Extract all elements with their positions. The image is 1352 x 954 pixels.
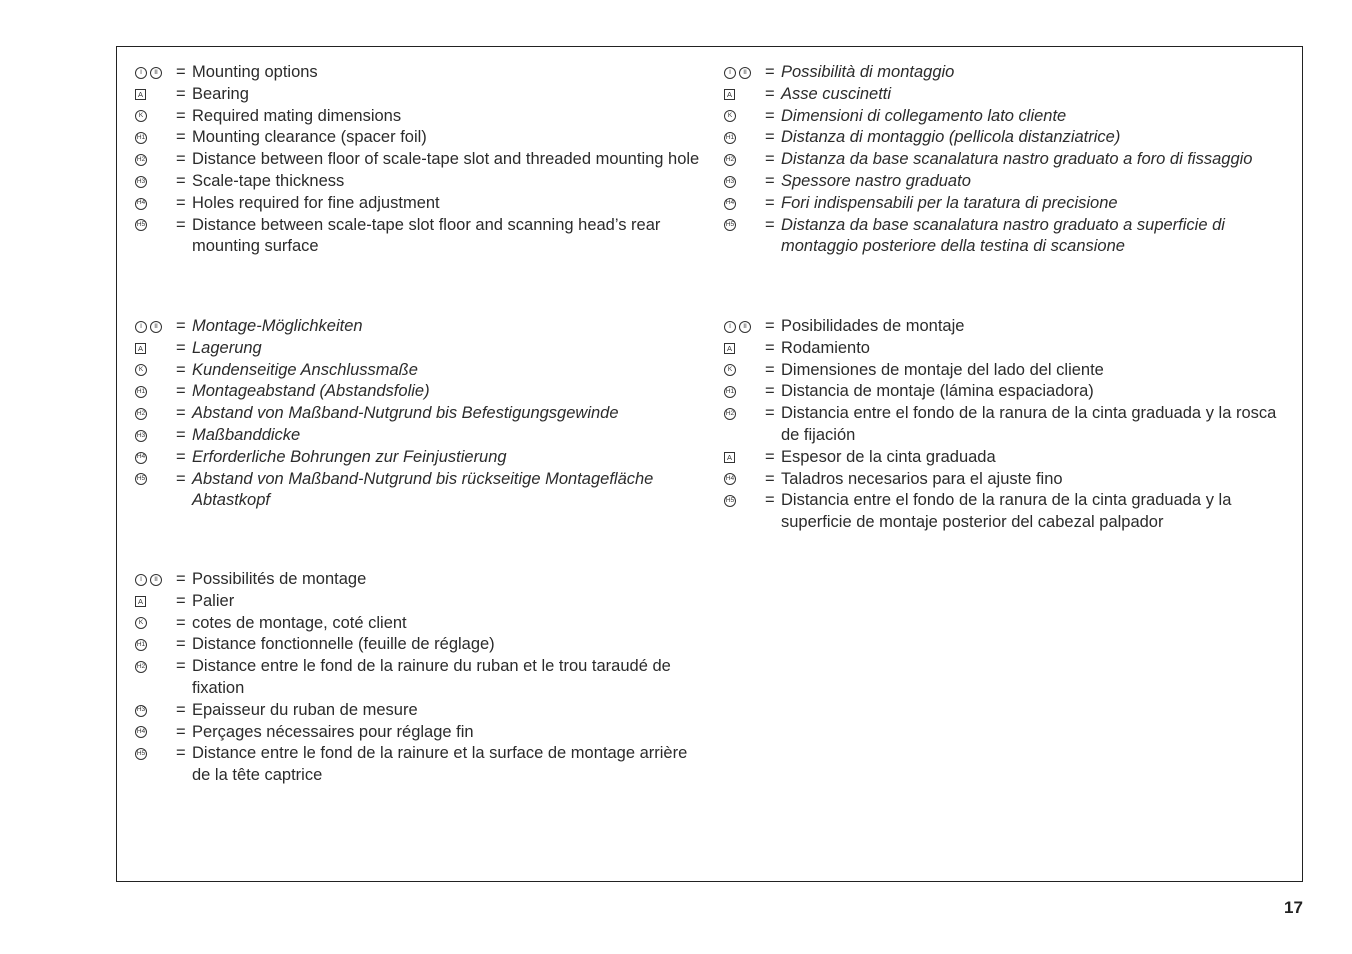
equals-sign: = bbox=[765, 317, 775, 335]
equals-sign: = bbox=[765, 63, 775, 81]
equals-sign: = bbox=[176, 338, 186, 357]
boxed-a-icon: A bbox=[724, 89, 735, 100]
circled-h1-icon: H1 bbox=[724, 132, 736, 144]
circled-i-icon: I bbox=[724, 67, 736, 79]
equals-sign: = bbox=[176, 171, 186, 190]
legend-text: Maßbanddicke bbox=[192, 425, 301, 444]
legend-row-h4 bbox=[135, 722, 705, 744]
legend-text: Perçages nécessaires pour réglage fin bbox=[192, 722, 474, 741]
legend-row-h5 bbox=[135, 215, 705, 259]
legend-text: Distancia de montaje (lámina espaciadora) bbox=[781, 382, 1094, 401]
legend-text: Required mating dimensions bbox=[192, 106, 402, 125]
legend-row-clearance bbox=[135, 634, 705, 656]
boxed-a-icon: A bbox=[724, 343, 735, 354]
legend-row-h5 bbox=[135, 469, 705, 513]
equals-sign: = bbox=[765, 360, 775, 379]
legend-row-h3 bbox=[724, 171, 1294, 193]
equals-sign: = bbox=[176, 317, 186, 335]
legend-row-mating bbox=[724, 360, 1294, 382]
legend-row-h3 bbox=[135, 425, 705, 447]
circled-ii-icon: II bbox=[150, 574, 162, 586]
boxed-a-icon: A bbox=[135, 343, 146, 354]
legend-row-h3 bbox=[135, 700, 705, 722]
circled-h1-icon: H1 bbox=[135, 132, 147, 144]
circled-h2-icon: H2 bbox=[724, 408, 736, 420]
legend-text: Mounting clearance (spacer foil) bbox=[192, 128, 427, 147]
equals-sign: = bbox=[176, 591, 186, 610]
legend-text: Spessore nastro graduato bbox=[781, 171, 971, 190]
legend-row-bearing bbox=[135, 338, 705, 360]
legend-block-english bbox=[135, 62, 705, 258]
legend-text: Distance between floor of scale-tape slot and threaded mounting hole bbox=[192, 150, 700, 169]
equals-sign: = bbox=[176, 744, 186, 763]
legend-text: Montageabstand (Abstandsfolie) bbox=[192, 382, 430, 401]
legend-row-bearing bbox=[135, 591, 705, 613]
circled-h5-icon: H5 bbox=[724, 219, 736, 231]
circled-h4-icon: H4 bbox=[135, 726, 147, 738]
legend-text: Possibilità di montaggio bbox=[781, 63, 955, 81]
legend-text: Mounting options bbox=[192, 63, 318, 81]
circled-ii-icon: II bbox=[739, 67, 751, 79]
equals-sign: = bbox=[765, 150, 775, 169]
circled-h5-icon: H5 bbox=[135, 219, 147, 231]
legend-row-mating bbox=[135, 613, 705, 635]
circled-k-icon: K bbox=[135, 110, 147, 122]
legend-text: Distancia entre el fondo de la ranura de la cinta graduada y la superficie de montaje posterior del cabezal palpador bbox=[781, 491, 1232, 532]
equals-sign: = bbox=[176, 570, 186, 588]
circled-h2-icon: H2 bbox=[135, 661, 147, 673]
legend-text: Dimensiones de montaje del lado del cliente bbox=[781, 360, 1104, 379]
circled-h1-icon: H1 bbox=[135, 386, 147, 398]
equals-sign: = bbox=[765, 128, 775, 147]
equals-sign: = bbox=[176, 382, 186, 401]
legend-row-mounting-options bbox=[135, 62, 705, 84]
legend-row-bearing bbox=[724, 338, 1294, 360]
circled-h4-icon: H4 bbox=[724, 198, 736, 210]
boxed-a-icon: A bbox=[724, 452, 735, 463]
legend-row-mating bbox=[135, 106, 705, 128]
legend-text: Epaisseur du ruban de mesure bbox=[192, 700, 418, 719]
equals-sign: = bbox=[176, 613, 186, 632]
legend-text: Rodamiento bbox=[781, 338, 870, 357]
legend-text: Distanza di montaggio (pellicola distanziatrice) bbox=[781, 128, 1121, 147]
equals-sign: = bbox=[765, 171, 775, 190]
legend-row-h3 bbox=[724, 447, 1294, 469]
circled-i-icon: I bbox=[135, 574, 147, 586]
legend-row-h4 bbox=[135, 193, 705, 215]
circled-ii-icon: II bbox=[150, 67, 162, 79]
circled-h4-icon: H4 bbox=[135, 198, 147, 210]
legend-text: Distance fonctionnelle (feuille de réglage) bbox=[192, 635, 495, 654]
equals-sign: = bbox=[765, 491, 775, 510]
legend-text: Distance entre le fond de la rainure et la surface de montage arrière de la tête captrice bbox=[192, 744, 688, 785]
equals-sign: = bbox=[176, 106, 186, 125]
legend-row-h2 bbox=[135, 656, 705, 700]
boxed-a-icon: A bbox=[135, 89, 146, 100]
legend-text: Kundenseitige Anschlussmaße bbox=[192, 360, 418, 379]
legend-row-mounting-options bbox=[724, 316, 1294, 338]
legend-text: Palier bbox=[192, 591, 235, 610]
circled-h2-icon: H2 bbox=[135, 154, 147, 166]
legend-row-h4 bbox=[724, 469, 1294, 491]
legend-row-mounting-options bbox=[135, 316, 705, 338]
legend-text: Dimensioni di collegamento lato cliente bbox=[781, 106, 1067, 125]
circled-k-icon: K bbox=[724, 364, 736, 376]
equals-sign: = bbox=[176, 700, 186, 719]
equals-sign: = bbox=[176, 193, 186, 212]
legend-text: Distance between scale-tape slot floor and scanning head’s rear mounting surface bbox=[192, 215, 661, 256]
circled-h2-icon: H2 bbox=[724, 154, 736, 166]
circled-h4-icon: H4 bbox=[135, 452, 147, 464]
legend-text: Posibilidades de montaje bbox=[781, 317, 965, 335]
legend-row-h3 bbox=[135, 171, 705, 193]
equals-sign: = bbox=[765, 469, 775, 488]
circled-k-icon: K bbox=[135, 364, 147, 376]
circled-h3-icon: H3 bbox=[135, 705, 147, 717]
legend-block-french bbox=[135, 569, 705, 787]
circled-k-icon: K bbox=[135, 617, 147, 629]
boxed-a-icon: A bbox=[135, 596, 146, 607]
equals-sign: = bbox=[176, 215, 186, 234]
equals-sign: = bbox=[765, 338, 775, 357]
legend-text: Scale-tape thickness bbox=[192, 171, 345, 190]
legend-row-mating bbox=[135, 360, 705, 382]
legend-text: Taladros necesarios para el ajuste fino bbox=[781, 469, 1063, 488]
legend-text: Bearing bbox=[192, 84, 249, 103]
legend-text: Fori indispensabili per la taratura di precisione bbox=[781, 193, 1118, 212]
equals-sign: = bbox=[765, 382, 775, 401]
page-number: 17 bbox=[1284, 898, 1303, 917]
legend-text: Abstand von Maßband-Nutgrund bis Befestigungsgewinde bbox=[192, 404, 619, 423]
legend-text: Distance entre le fond de la rainure du ruban et le trou taraudé de fixation bbox=[192, 657, 671, 697]
legend-row-h2 bbox=[135, 149, 705, 171]
legend-row-h5 bbox=[724, 490, 1294, 534]
equals-sign: = bbox=[176, 722, 186, 741]
equals-sign: = bbox=[176, 425, 186, 444]
legend-row-bearing bbox=[135, 84, 705, 106]
legend-row-h2 bbox=[724, 403, 1294, 447]
equals-sign: = bbox=[765, 447, 775, 466]
circled-h1-icon: H1 bbox=[135, 639, 147, 651]
legend-row-clearance bbox=[724, 381, 1294, 403]
equals-sign: = bbox=[176, 63, 186, 81]
legend-row-mating bbox=[724, 106, 1294, 128]
equals-sign: = bbox=[765, 215, 775, 234]
circled-i-icon: I bbox=[135, 67, 147, 79]
circled-ii-icon: II bbox=[150, 321, 162, 333]
legend-text: Lagerung bbox=[192, 338, 262, 357]
equals-sign: = bbox=[176, 635, 186, 654]
equals-sign: = bbox=[176, 404, 186, 423]
legend-text: Possibilités de montage bbox=[192, 570, 367, 588]
legend-row-clearance bbox=[724, 127, 1294, 149]
legend-row-clearance bbox=[135, 381, 705, 403]
equals-sign: = bbox=[176, 469, 186, 488]
legend-row-h5 bbox=[724, 215, 1294, 259]
legend-block-spanish bbox=[724, 316, 1294, 534]
legend-text: Abstand von Maßband-Nutgrund bis rückseitige Montagefläche Abtastkopf bbox=[192, 469, 654, 510]
circled-h4-icon: H4 bbox=[724, 473, 736, 485]
legend-row-h4 bbox=[135, 447, 705, 469]
equals-sign: = bbox=[176, 447, 186, 466]
legend-block-italian bbox=[724, 62, 1294, 258]
legend-row-h4 bbox=[724, 193, 1294, 215]
equals-sign: = bbox=[176, 84, 186, 103]
circled-h3-icon: H3 bbox=[135, 176, 147, 188]
equals-sign: = bbox=[765, 193, 775, 212]
legend-row-h2 bbox=[724, 149, 1294, 171]
circled-h1-icon: H1 bbox=[724, 386, 736, 398]
equals-sign: = bbox=[765, 84, 775, 103]
legend-text: Distancia entre el fondo de la ranura de la cinta graduada y la rosca de fijación bbox=[781, 404, 1277, 444]
equals-sign: = bbox=[176, 657, 186, 676]
legend-text: Distanza da base scanalatura nastro graduato a foro di fissaggio bbox=[781, 150, 1253, 169]
legend-row-mounting-options bbox=[135, 569, 705, 591]
circled-h5-icon: H5 bbox=[135, 748, 147, 760]
circled-h2-icon: H2 bbox=[135, 408, 147, 420]
legend-row-h5 bbox=[135, 743, 705, 787]
equals-sign: = bbox=[765, 404, 775, 423]
circled-ii-icon: II bbox=[739, 321, 751, 333]
circled-i-icon: I bbox=[135, 321, 147, 333]
circled-i-icon: I bbox=[724, 321, 736, 333]
legend-row-mounting-options bbox=[724, 62, 1294, 84]
legend-row-bearing bbox=[724, 84, 1294, 106]
legend-block-german bbox=[135, 316, 705, 512]
circled-h5-icon: H5 bbox=[724, 495, 736, 507]
circled-h3-icon: H3 bbox=[724, 176, 736, 188]
legend-text: Montage-Möglichkeiten bbox=[192, 317, 363, 335]
legend-row-h2 bbox=[135, 403, 705, 425]
legend-text: Asse cuscinetti bbox=[781, 84, 892, 103]
equals-sign: = bbox=[176, 128, 186, 147]
legend-text: Holes required for fine adjustment bbox=[192, 193, 440, 212]
legend-text: cotes de montage, coté client bbox=[192, 613, 407, 632]
legend-text: Erforderliche Bohrungen zur Feinjustierung bbox=[192, 447, 507, 466]
legend-text: Espesor de la cinta graduada bbox=[781, 447, 996, 466]
equals-sign: = bbox=[176, 360, 186, 379]
equals-sign: = bbox=[765, 106, 775, 125]
circled-k-icon: K bbox=[724, 110, 736, 122]
circled-h3-icon: H3 bbox=[135, 430, 147, 442]
legend-text: Distanza da base scanalatura nastro graduato a superficie di montaggio posteriore della testina di scansione bbox=[781, 215, 1225, 256]
circled-h5-icon: H5 bbox=[135, 473, 147, 485]
legend-row-clearance bbox=[135, 127, 705, 149]
equals-sign: = bbox=[176, 150, 186, 169]
